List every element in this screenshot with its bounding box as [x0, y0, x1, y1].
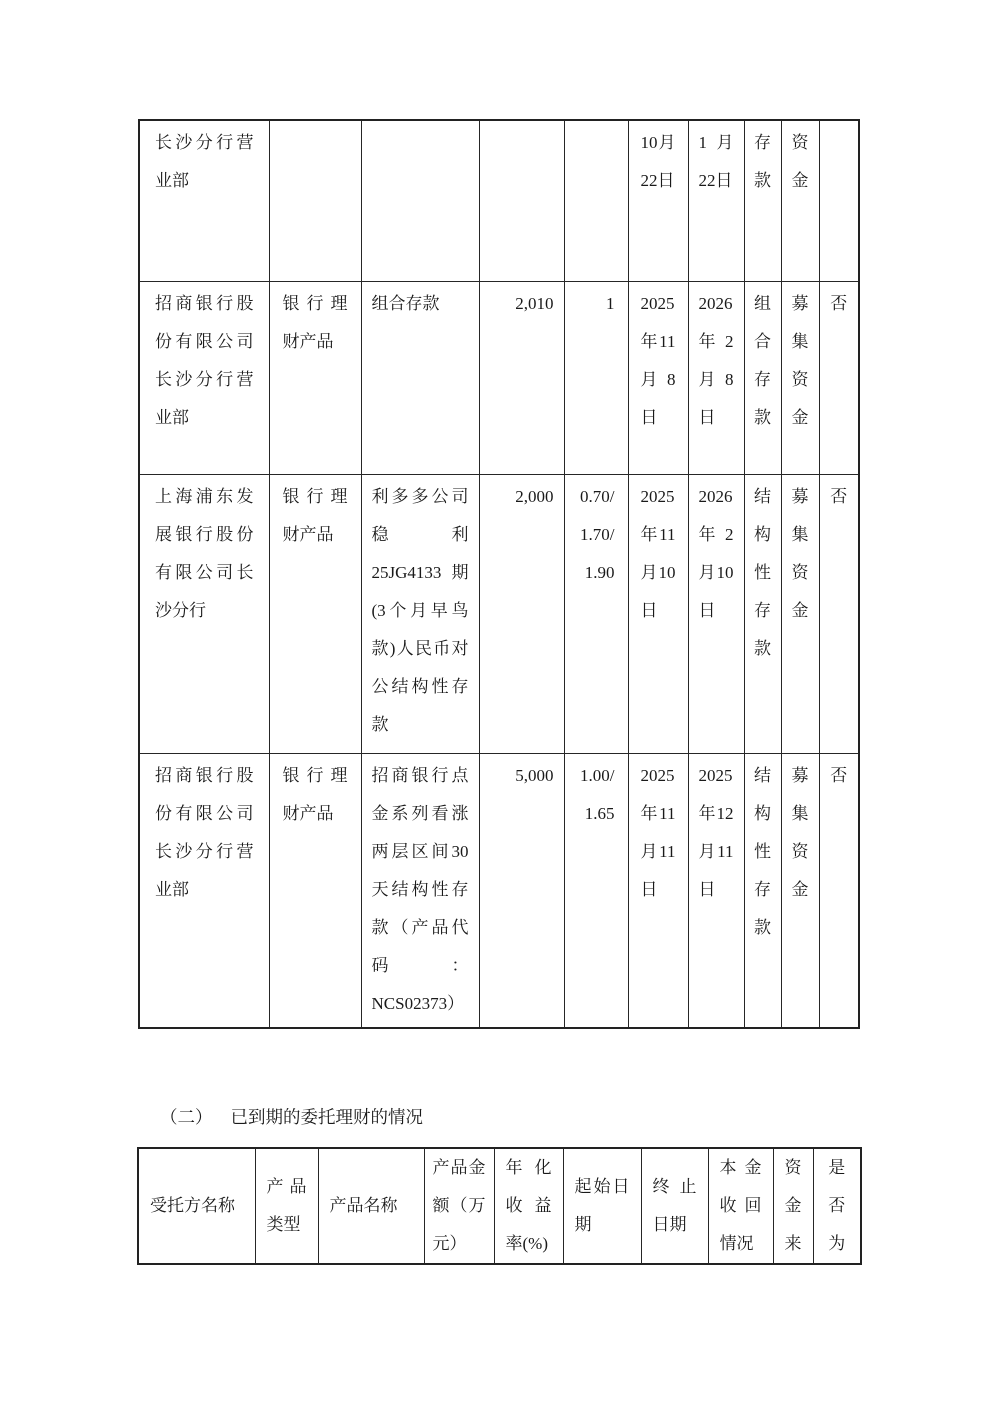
principal-cell: 组合存款 [744, 281, 781, 474]
rate-cell: 1 [564, 281, 628, 474]
related-cell: 否 [819, 753, 859, 1028]
trustee-cell: 招商银行股份有限公司长沙分行营业部 [139, 753, 269, 1028]
start-date-cell: 2025年11月11日 [628, 753, 688, 1028]
matured-entrusted-wealth-table [137, 1147, 862, 1265]
trustee-cell: 长沙分行营业部 [139, 120, 269, 281]
column-header-related: 是否为 [813, 1148, 861, 1264]
start-date-cell: 10月22日 [628, 120, 688, 281]
fund-source-cell: 资金 [781, 120, 819, 281]
product-name-cell: 组合存款 [361, 281, 479, 474]
related-cell: 否 [819, 474, 859, 753]
column-header-end-date: 终止日期 [641, 1148, 708, 1264]
product-type-cell [269, 120, 361, 281]
product-name-cell: 招商银行点金系列看涨两层区间30天结构性存款（产品代码：NCS02373） [361, 753, 479, 1028]
related-cell: 否 [819, 281, 859, 474]
end-date-cell: 1月22日 [688, 120, 744, 281]
product-type-cell: 银行理财产品 [269, 281, 361, 474]
column-header-start-date: 起始日期 [563, 1148, 641, 1264]
product-type-cell: 银行理财产品 [269, 753, 361, 1028]
amount-cell: 2,000 [479, 474, 564, 753]
principal-cell: 存款 [744, 120, 781, 281]
start-date-cell: 2025年11月8日 [628, 281, 688, 474]
amount-cell [479, 120, 564, 281]
column-header-fund-source: 资金来 [773, 1148, 813, 1264]
related-cell [819, 120, 859, 281]
column-header-product-name: 产品名称 [318, 1148, 424, 1264]
start-date-cell: 2025年11月10日 [628, 474, 688, 753]
product-name-cell: 利多多公司稳利25JG4133期(3个月早鸟款)人民币对公结构性存款 [361, 474, 479, 753]
column-header-principal: 本金收回情况 [708, 1148, 773, 1264]
trustee-cell: 上海浦东发展银行股份有限公司长沙分行 [139, 474, 269, 753]
table-row [139, 474, 859, 753]
column-header-rate: 年化收益率(%) [494, 1148, 563, 1264]
rate-cell [564, 120, 628, 281]
amount-cell: 2,010 [479, 281, 564, 474]
fund-source-cell: 募集资金 [781, 281, 819, 474]
fund-source-cell: 募集资金 [781, 753, 819, 1028]
end-date-cell: 2025年12月11日 [688, 753, 744, 1028]
section-title: 已到期的委托理财的情况 [230, 1107, 423, 1127]
table-row [139, 281, 859, 474]
principal-cell: 结构性存款 [744, 753, 781, 1028]
product-name-cell [361, 120, 479, 281]
amount-cell: 5,000 [479, 753, 564, 1028]
table-row [139, 120, 859, 281]
section-number: （二） [160, 1107, 213, 1127]
ongoing-entrusted-wealth-table [138, 119, 860, 1029]
column-header-amount: 产品金额（万元） [424, 1148, 494, 1264]
end-date-cell: 2026年2月8日 [688, 281, 744, 474]
header-row [138, 1148, 861, 1264]
column-header-product-type: 产品类型 [255, 1148, 318, 1264]
principal-cell: 结构性存款 [744, 474, 781, 753]
product-type-cell: 银行理财产品 [269, 474, 361, 753]
table-row [139, 753, 859, 1028]
section-heading [160, 1104, 423, 1130]
fund-source-cell: 募集资金 [781, 474, 819, 753]
column-header-trustee: 受托方名称 [138, 1148, 255, 1264]
trustee-cell: 招商银行股份有限公司长沙分行营业部 [139, 281, 269, 474]
end-date-cell: 2026年2月10日 [688, 474, 744, 753]
rate-cell: 1.00/1.65 [564, 753, 628, 1028]
rate-cell: 0.70/1.70/1.90 [564, 474, 628, 753]
